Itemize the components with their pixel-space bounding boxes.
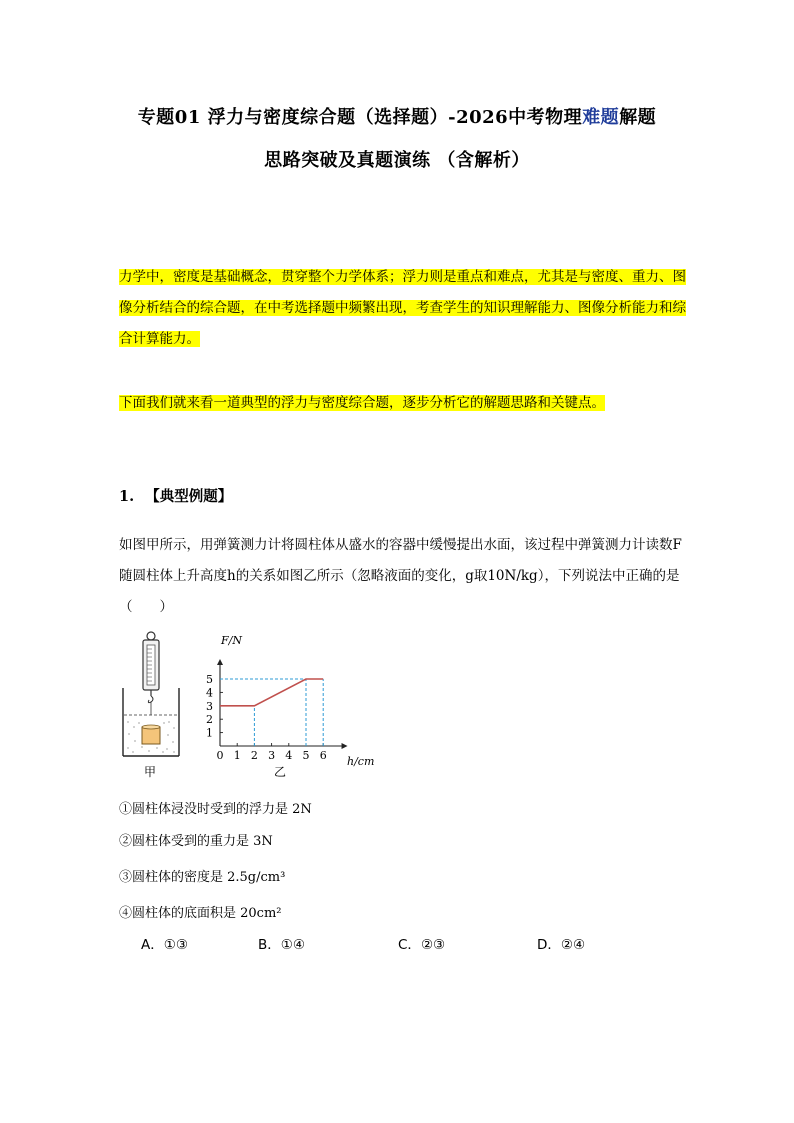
statement-4: ④圆柱体的底面积是 20cm²: [119, 906, 282, 921]
intro-text-2: 下面我们就来看一道典型的浮力与密度综合题，逐步分析它的解题思路和关键点。: [119, 395, 605, 411]
y-axis-label: F/N: [221, 634, 242, 647]
y-tick-label: 1: [206, 726, 213, 740]
title-line2: 思路突破及真题演练 （含解析）: [264, 150, 530, 171]
y-tick-label: 2: [206, 713, 213, 727]
scale-hook: [148, 696, 153, 703]
section-heading: [119, 485, 232, 506]
x-tick-label: 4: [285, 749, 293, 762]
title-highlight: 难题: [582, 107, 620, 128]
label-yi: 乙: [274, 765, 287, 779]
x-tick-label: 5: [302, 749, 310, 762]
y-tick-label: 4: [206, 686, 213, 700]
option-d-value: ②④: [560, 937, 586, 953]
section-label: 【典型例题】: [145, 488, 233, 505]
statement-3: ③圆柱体的密度是 2.5g/cm³: [119, 870, 286, 885]
series-line: [220, 679, 323, 706]
option-d[interactable]: [537, 933, 585, 953]
label-jia: 甲: [144, 765, 157, 779]
intro-paragraph-1: [119, 262, 689, 355]
spring-scale-apparatus: [123, 632, 179, 779]
intro-paragraph-2: [119, 388, 689, 419]
option-b[interactable]: [258, 933, 305, 953]
option-d-letter: D．: [537, 937, 561, 953]
option-a-value: ①③: [163, 937, 188, 953]
title-line1-b: 解题: [619, 107, 657, 128]
section-number: 1.: [119, 488, 135, 505]
page-subtitle: [100, 146, 694, 172]
option-a[interactable]: [141, 933, 188, 953]
y-axis-arrow: [217, 659, 223, 665]
option-a-letter: A．: [141, 937, 164, 953]
force-height-chart: [206, 634, 374, 779]
x-tick-label: 1: [233, 749, 241, 762]
figure: [117, 630, 387, 784]
page-title: [100, 103, 694, 129]
option-c-value: ②③: [420, 937, 446, 953]
option-c[interactable]: [398, 933, 445, 953]
title-line1-a: 专题01 浮力与密度综合题（选择题）-2026中考物理: [137, 107, 583, 128]
x-tick-label: 3: [268, 749, 276, 762]
statement-1: ①圆柱体浸没时受到的浮力是 2N: [119, 802, 312, 817]
y-tick-label: 5: [206, 673, 213, 686]
x-axis-label: h/cm: [347, 755, 375, 768]
x-tick-label: 2: [250, 749, 258, 762]
statement-2: ②圆柱体受到的重力是 3N: [119, 834, 273, 849]
x-tick-label: 6: [319, 749, 327, 762]
cylinder: [142, 727, 160, 744]
figure-svg: [117, 630, 387, 780]
x-tick-label: 0: [216, 749, 224, 762]
question-text: 如图甲所示，用弹簧测力计将圆柱体从盛水的容器中缓慢提出水面，该过程中弹簧测力计读数F随圆柱体上升高度h的关系如图乙所示（忽略液面的变化，g取10N/kg），下列说法中正确的是（ ）: [119, 537, 682, 615]
option-c-letter: C．: [398, 937, 421, 953]
option-b-value: ①④: [280, 937, 305, 953]
scale-ring: [147, 632, 155, 640]
option-b-letter: B．: [258, 937, 281, 953]
intro-text-1: 力学中，密度是基础概念，贯穿整个力学体系；浮力则是重点和难点，尤其是与密度、重力、图像分析结合的综合题，在中考选择题中频繁出现，考查学生的知识理解能力、图像分析能力和综合计算能力。: [119, 269, 686, 347]
y-tick-label: 3: [206, 699, 213, 713]
x-axis-arrow: [342, 743, 348, 749]
